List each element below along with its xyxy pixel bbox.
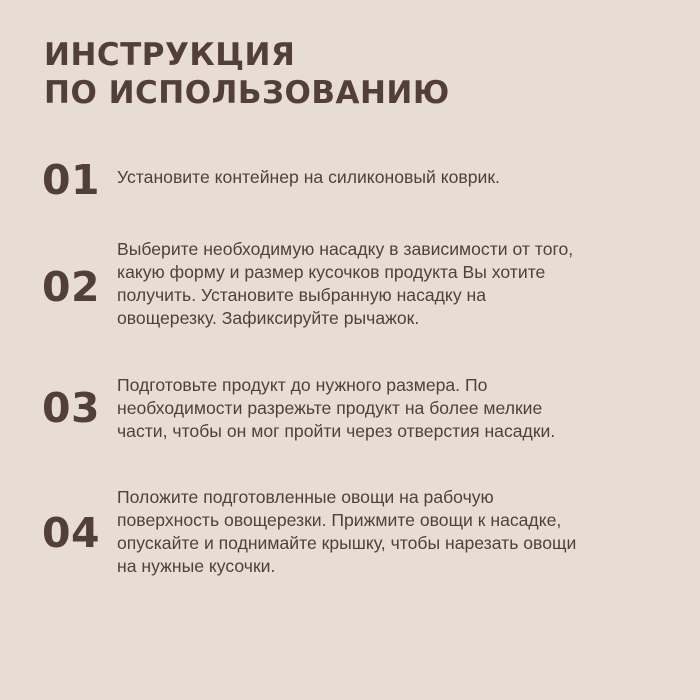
- step-text-line: на нужные кусочки.: [117, 556, 276, 576]
- step-text-line: поверхность овощерезки. Прижмите овощи к насадке,: [117, 510, 562, 530]
- page-title-line-2: ПО ИСПОЛЬЗОВАНИЮ: [44, 75, 450, 111]
- step-text: [117, 486, 677, 578]
- page-title: [44, 36, 664, 112]
- page-title-line-1: ИНСТРУКЦИЯ: [44, 37, 296, 73]
- step-text-line: Установите контейнер на силиконовый коврик.: [117, 167, 500, 187]
- step-text-line: части, чтобы он мог пройти через отверстия насадки.: [117, 421, 556, 441]
- step-text-line: овощерезку. Зафиксируйте рычажок.: [117, 308, 420, 328]
- step-text: [117, 166, 677, 189]
- step-number: 04: [42, 509, 101, 557]
- step-text-line: опускайте и поднимайте крышку, чтобы нарезать овощи: [117, 533, 577, 553]
- step-text: [117, 238, 677, 330]
- step-text-line: Выберите необходимую насадку в зависимости от того,: [117, 239, 574, 259]
- step-text-line: какую форму и размер кусочков продукта Вы хотите: [117, 262, 546, 282]
- step-number: 03: [42, 384, 101, 432]
- step-text-line: Положите подготовленные овощи на рабочую: [117, 487, 494, 507]
- step-text-line: необходимости разрежьте продукт на более мелкие: [117, 398, 543, 418]
- step-number: 02: [42, 263, 101, 311]
- step-text-line: получить. Установите выбранную насадку на: [117, 285, 487, 305]
- step-text-line: Подготовьте продукт до нужного размера. По: [117, 375, 488, 395]
- step-text: [117, 374, 677, 443]
- step-number: 01: [42, 156, 101, 204]
